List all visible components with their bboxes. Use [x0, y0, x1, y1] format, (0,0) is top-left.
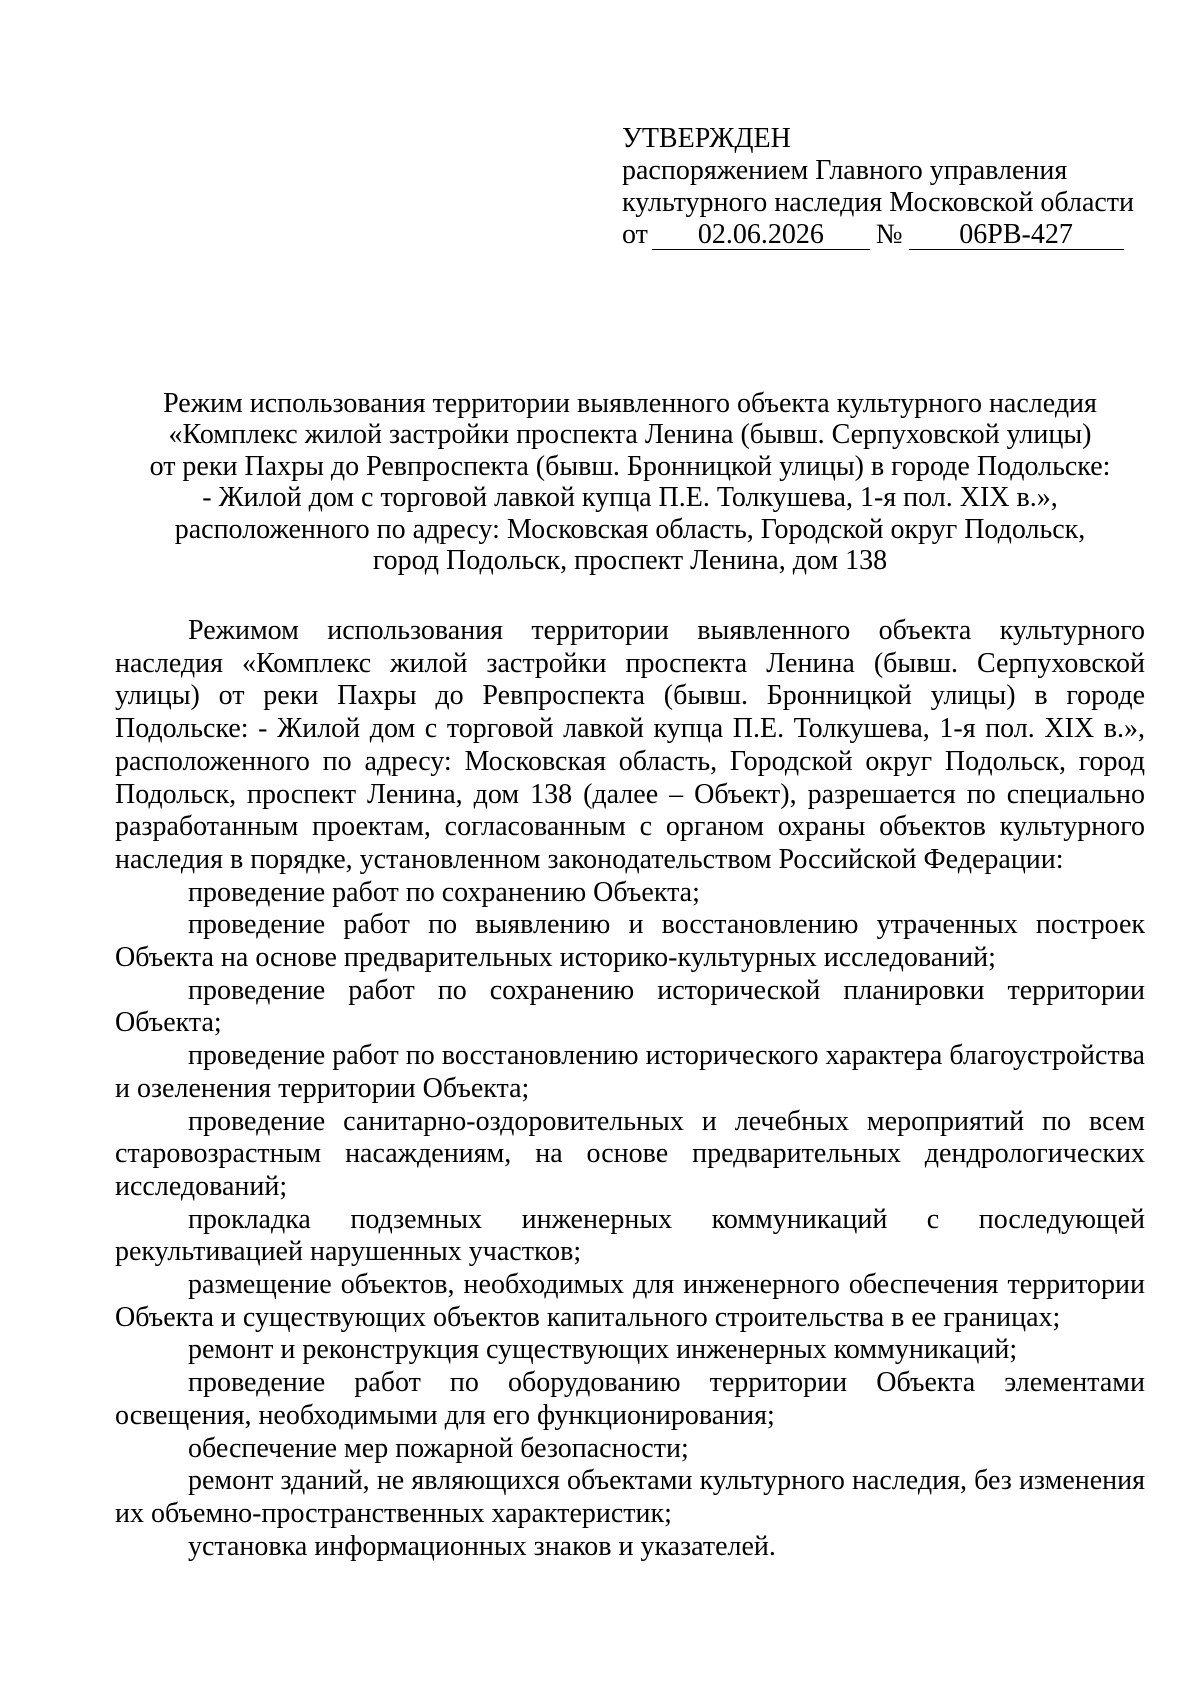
approval-line-1: распоряжением Главного управления — [622, 155, 1068, 186]
list-item: проведение работ по выявлению и восстановлению утраченных построек Объекта на основе предварительных историко-культурных исследований; — [115, 909, 1145, 974]
approval-stamp — [622, 123, 1134, 251]
title-line: «Комплекс жилой застройки проспекта Ленина (бывш. Серпуховской улицы) — [168, 419, 1092, 451]
list-item: установка информационных знаков и указателей. — [188, 1530, 776, 1562]
list-item: обеспечение мер пожарной безопасности; — [188, 1432, 689, 1464]
intro-paragraph: Режимом использования территории выявленного объекта культурного наследия «Комплекс жилой застройки проспекта Ленина (бывш. Серпуховской улицы) от реки Пахры до Ревпроспекта (бывш. Бронницкой улицы) в городе Подольске: - Жилой дом с торговой лавкой купца П.Е. Толкушева, 1-я пол. XIX в.», расположенного по адресу: Московская область, Городской округ Подольск, город Подольск, проспект Ленина, дом 138 (далее – Объект), разрешается по специально разработанным проектам, согласованным с органом охраны объектов культурного наследия в порядке, установленном законодательством Российской Федерации: — [115, 615, 1145, 875]
title-line: - Жилой дом с торговой лавкой купца П.Е. Толкушева, 1-я пол. XIX в.», — [202, 482, 1058, 514]
title-line: город Подольск, проспект Ленина, дом 138 — [372, 545, 888, 577]
list-item: прокладка подземных инженерных коммуникаций с последующей рекультивацией нарушенных участков; — [115, 1203, 1145, 1268]
list-item: ремонт зданий, не являющихся объектами культурного наследия, без изменения их объемно-пространственных характеристик; — [115, 1465, 1145, 1529]
from-label: от — [622, 219, 648, 250]
title-line: расположенного по адресу: Московская область, Городской округ Подольск, — [174, 513, 1086, 545]
approval-date: 02.06.2026 — [652, 221, 870, 250]
document-body — [115, 615, 1145, 1563]
list-item: проведение санитарно-оздоровительных и лечебных мероприятий по всем старовозрастным насаждениям, на основе предварительных дендрологических исследований; — [115, 1105, 1145, 1202]
list-item: проведение работ по оборудованию территории Объекта элементами освещения, необходимыми для его функционирования; — [115, 1367, 1145, 1431]
number-sign: № — [875, 219, 903, 250]
approval-line-2: культурного наследия Московской области — [622, 187, 1135, 218]
title-line: Режим использования территории выявленного объекта культурного наследия — [163, 388, 1097, 419]
list-item: проведение работ по восстановлению исторического характера благоустройства и озеленения территории Объекта; — [115, 1040, 1145, 1104]
approval-number: 06РВ-427 — [909, 221, 1124, 250]
approval-heading: УТВЕРЖДЕН — [622, 123, 791, 154]
list-item: проведение работ по сохранению исторической планировки территории Объекта; — [115, 974, 1145, 1039]
list-item: проведение работ по сохранению Объекта; — [188, 876, 700, 908]
approval-date-line — [622, 219, 1134, 251]
list-item: ремонт и реконструкция существующих инженерных коммуникаций; — [188, 1334, 1018, 1366]
document-title — [115, 388, 1145, 576]
list-item: размещение объектов, необходимых для инженерного обеспечения территории Объекта и существующих объектов капитального строительства в ее границах; — [115, 1269, 1145, 1333]
title-line: от реки Пахры до Ревпроспекта (бывш. Бронницкой улицы) в городе Подольске: — [149, 450, 1111, 482]
